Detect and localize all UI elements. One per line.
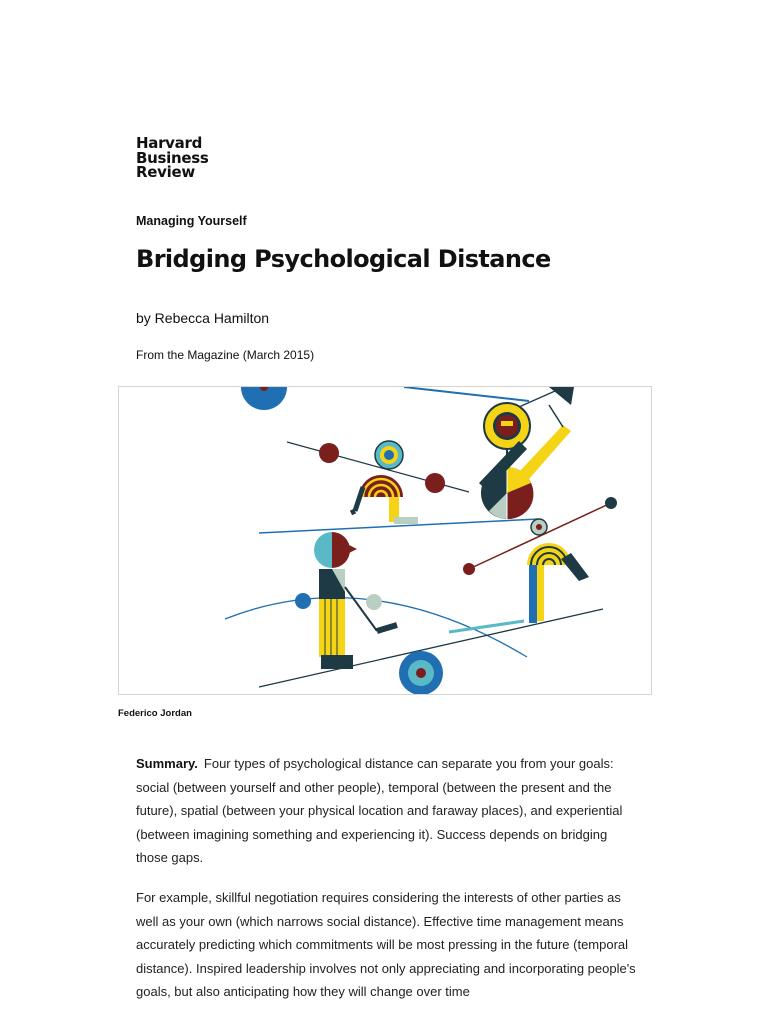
article-kicker[interactable]: Managing Yourself [136,214,247,228]
logo-line-1: Harvard [136,134,203,152]
article-byline: by Rebecca Hamilton [136,310,270,326]
summary-paragraph-2: For example, skillful negotiation requires considering the interests of other parties as well as your own (which narrows social distance). Effective time management means accurately predicting which commitments will be most pressing in the future (temporal distance). Inspired leadership involves not only appreciating and incorporating people's goals, but also anticipating how they will change over time [136,890,636,999]
summary-text-1: Four types of psychological distance can separate you from your goals: social (between yourself and other people), temporal (between the present and the future), spatial (between your physical location and faraway places), and experiential (between imagining something and experiencing it). Success depends on bridging those gaps. [136,756,623,865]
illustration-svg [119,387,652,695]
hbr-logo[interactable] [136,136,209,180]
summary-lead: Summary. [136,756,198,771]
summary-paragraph-1 [136,752,636,870]
article-title: Bridging Psychological Distance [136,245,551,273]
logo-line-3: Review [136,163,195,181]
illustration-credit: Federico Jordan [118,708,192,719]
logo-line-2: Business [136,148,209,167]
article-source: From the Magazine (March 2015) [136,348,315,362]
article-illustration [118,386,652,695]
